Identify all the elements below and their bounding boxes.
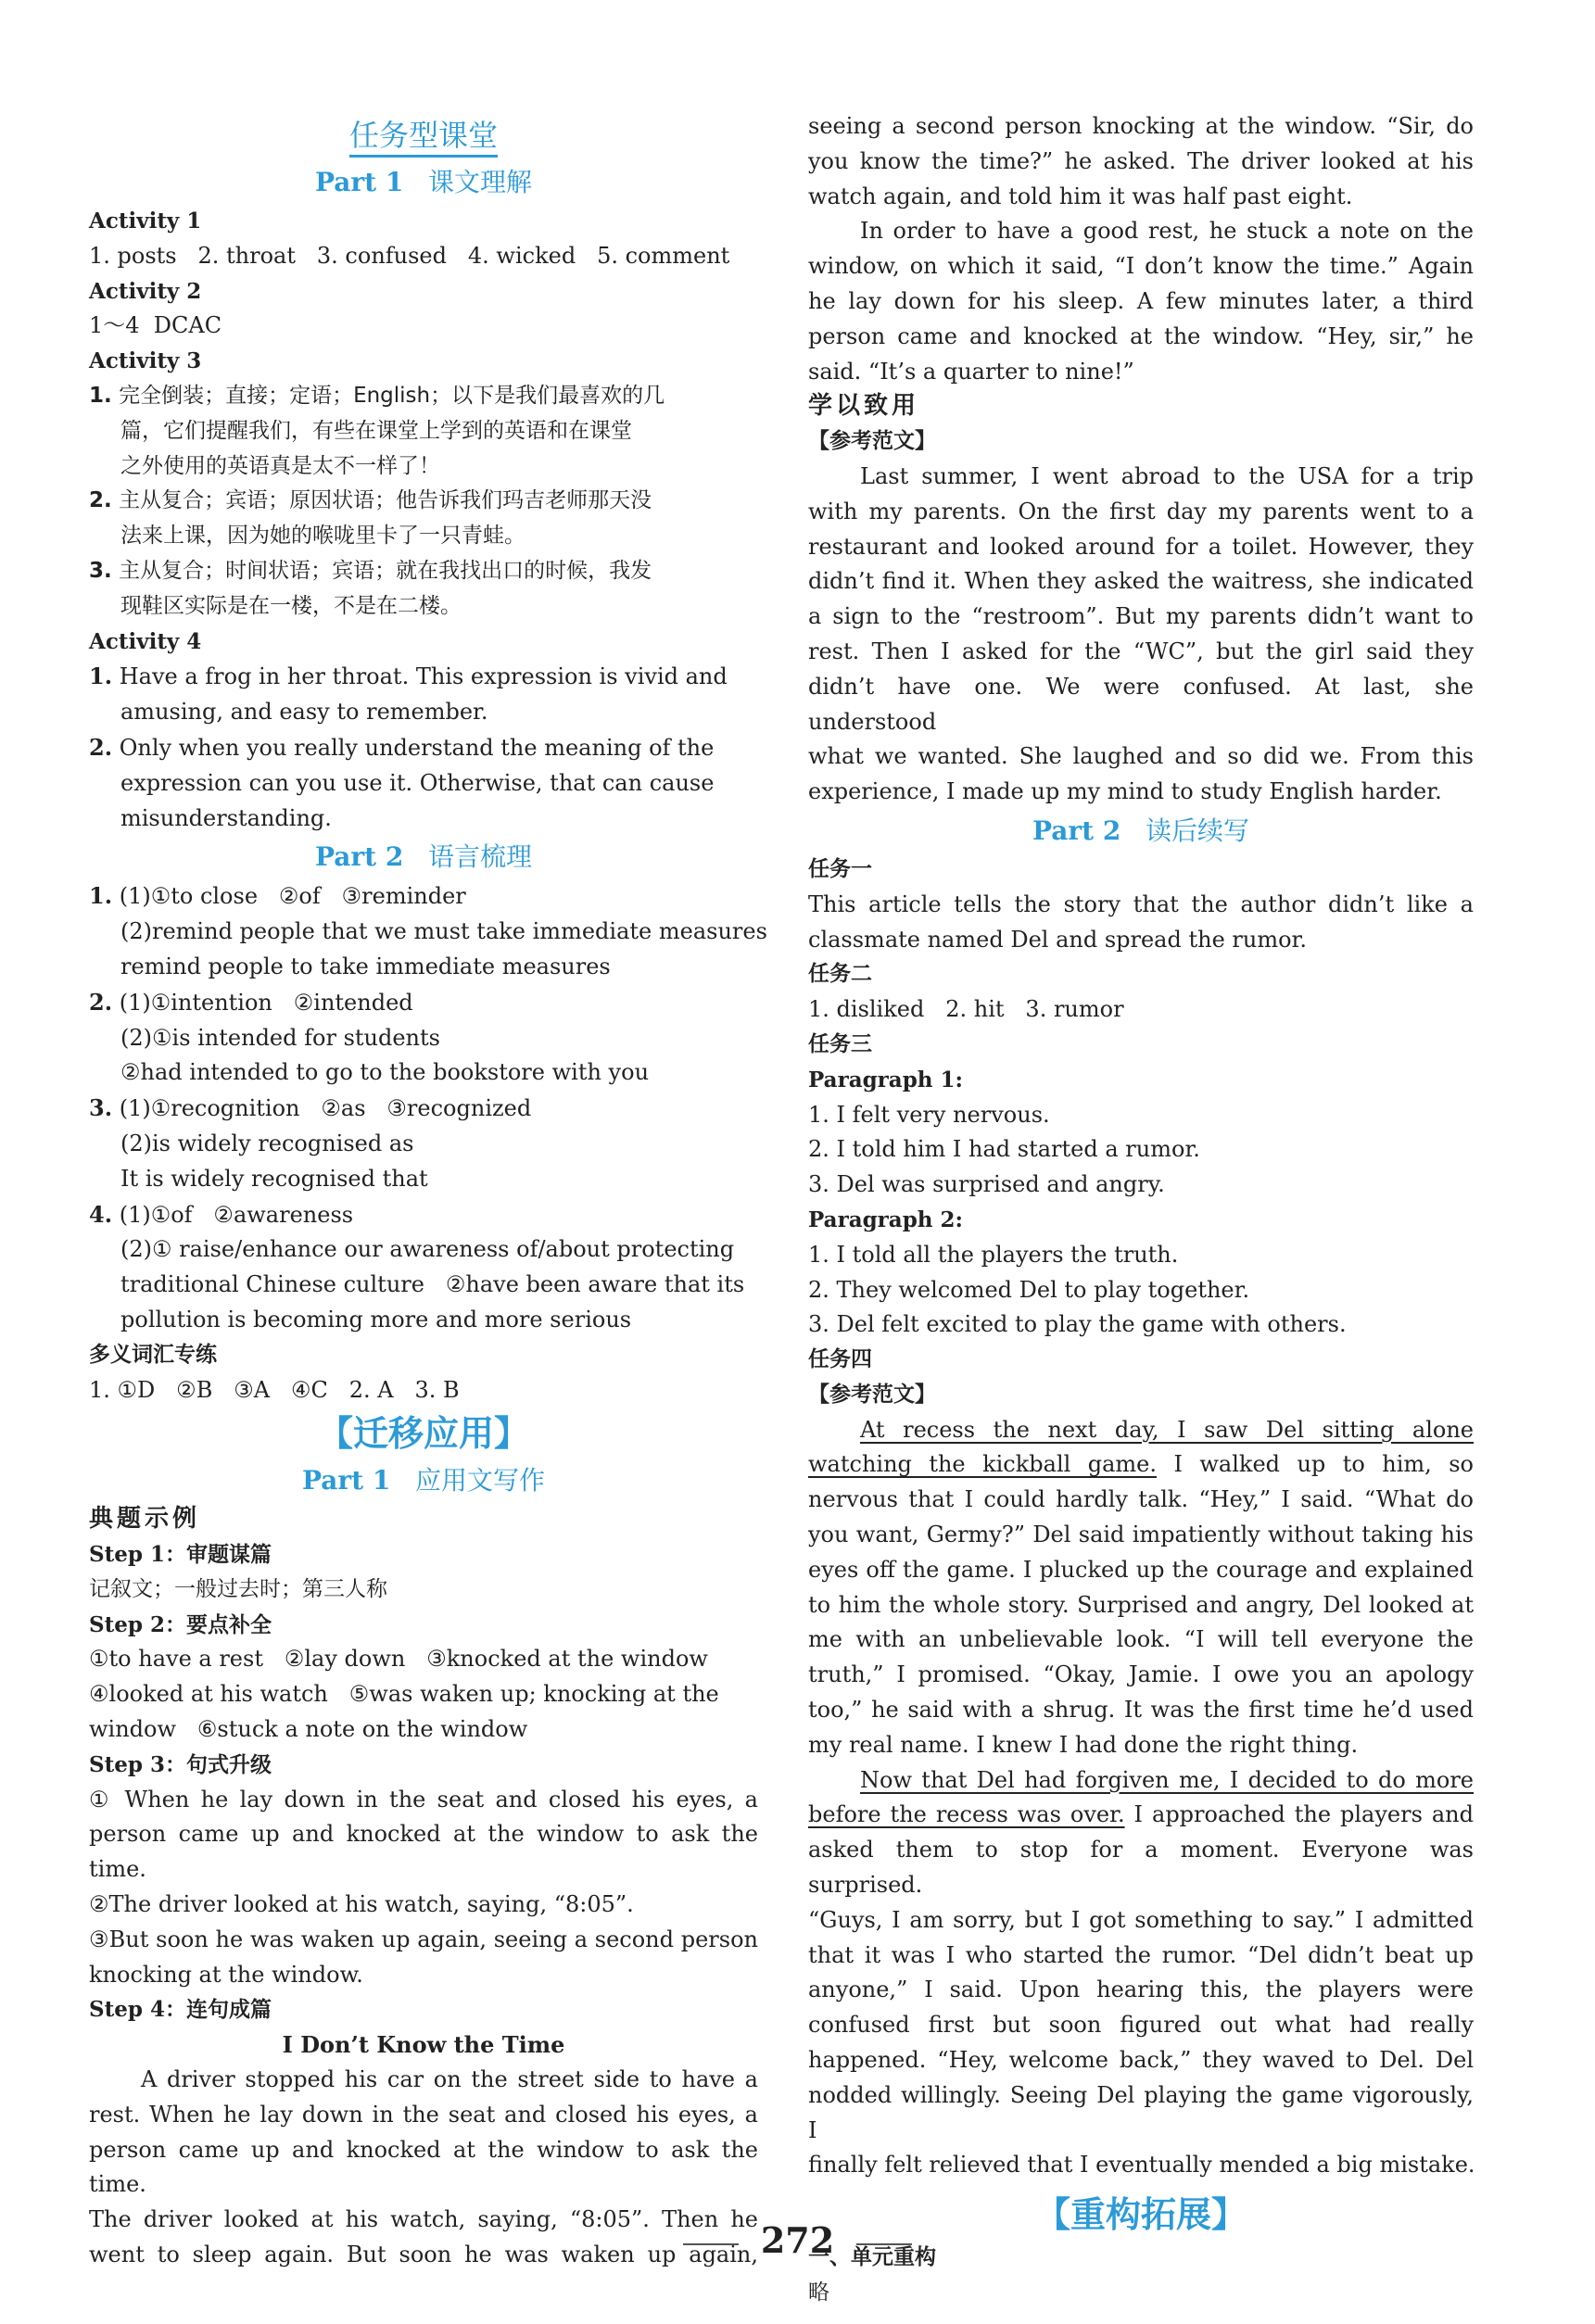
step3-text: person came up and knocked at the window to ask the time. [89, 1821, 758, 1883]
step3-text: ②The driver looked at his watch, saying, “8:05”. [89, 1891, 634, 1918]
apply-text: didn’t have one. We were confused. At last, she understood [808, 673, 1474, 735]
lang-q3-cont: It is widely recognised that [120, 1165, 428, 1192]
paragraph1-label: Paragraph 1: [808, 1067, 964, 1093]
activity2-label: Activity 2 [89, 278, 202, 304]
activity3-label: Activity 3 [89, 348, 202, 374]
part2-continuation-heading: Part 2 读后续写 [1032, 815, 1250, 846]
step2-text: ④looked at his watch ⑤was waken up; knocking at the [89, 1681, 719, 1708]
apply-text: rest. Then I asked for the “WC”, but the girl said they [808, 638, 1474, 664]
activity4-item2: 2. Only when you really understand the meaning of the [89, 733, 715, 761]
activity4-item2-cont: expression can you use it. Otherwise, that can cause [120, 769, 715, 796]
step1-text: 记叙文；一般过去时；第三人称 [89, 1576, 387, 1601]
activity4-label: Activity 4 [89, 628, 202, 654]
apply-text: Last summer, I went abroad to the USA for a trip [860, 462, 1474, 489]
task4-label: 任务四 [808, 1347, 872, 1372]
task1-text: classmate named Del and spread the rumor. [808, 926, 1308, 953]
activity3-item3-cont: 现鞋区实际是在一楼，不是在二楼。 [120, 593, 462, 618]
lang-q4: 4. (1)①of ②awareness [89, 1200, 354, 1228]
lang-q3: 3. (1)①recognition ②as ③recognized [89, 1094, 532, 1122]
apply-text: a sign to the “restroom”. But my parents didn’t want to [808, 603, 1474, 630]
paragraph2-label: Paragraph 2: [808, 1206, 964, 1232]
activity2-answers: 1～4 DCAC [89, 312, 222, 339]
continuation-text: nodded willingly. Seeing Del playing the game vigorously, I [808, 2081, 1474, 2143]
activity3-item1-cont: 之外使用的英语真是太不一样了！ [120, 453, 440, 478]
step2-text: ①to have a rest ②lay down ③knocked at the window [89, 1646, 708, 1673]
task2-answers: 1. disliked 2. hit 3. rumor [808, 996, 1124, 1023]
story-text: watch again, and told him it was half past eight. [808, 183, 1353, 209]
lang-q2-cont: ②had intended to go to the bookstore with you [120, 1059, 650, 1086]
task1-label: 任务一 [808, 856, 872, 881]
continuation-text: too,” he said with a shrug. It was the first time he’d used [808, 1697, 1474, 1724]
apply-label: 学以致用 [808, 392, 920, 421]
paragraph1-item: 3. Del was surprised and angry. [808, 1171, 1165, 1198]
transfer-part1-heading: Part 1 应用文写作 [301, 1465, 546, 1497]
story-text: said. “It’s a quarter to nine!” [808, 358, 1134, 385]
paragraph1-item: 2. I told him I had started a rumor. [808, 1136, 1200, 1163]
right-column [808, 109, 1474, 2311]
step4-label: Step 4：连句成篇 [89, 1997, 272, 2023]
continuation-text: eyes off the game. I plucked up the courage and explained [808, 1556, 1474, 1583]
unit-rebuild-label: 一、单元重构 [808, 2245, 936, 2270]
apply-text: with my parents. On the first day my parents went to a [808, 498, 1474, 524]
lang-q1-cont: (2)remind people that we must take immediate measures [120, 918, 767, 945]
activity4-item1: 1. Have a frog in her throat. This expression is vivid and [89, 663, 728, 690]
task1-text: This article tells the story that the author didn’t like a [808, 890, 1474, 917]
continuation-text: to him the whole story. Surprised and angry, Del looked at [808, 1591, 1474, 1618]
activity3-item2-cont: 法来上课，因为她的喉咙里卡了一只青蛙。 [120, 524, 525, 549]
transfer-heading: 【迁移应用】 [317, 1413, 529, 1455]
story-text: window, on which it said, “I don’t know the time.” Again [808, 253, 1474, 280]
lang-q1: 1. (1)①to close ②of ③reminder [89, 882, 466, 910]
lang-q4-cont: traditional Chinese culture ②have been aware that its [120, 1271, 745, 1298]
step3-label: Step 3：句式升级 [89, 1751, 272, 1777]
lang-q1-cont: remind people to take immediate measures [120, 953, 611, 979]
essay-text: person came up and knocked at the window to ask the time. [89, 2136, 758, 2198]
step2-label: Step 2：要点补全 [89, 1611, 272, 1637]
step3-text: ③But soon he was waken up again, seeing a second person [89, 1926, 758, 1952]
task4-ref-label: 【参考范文】 [808, 1382, 936, 1407]
section-heading-task-classroom: 任务型课堂 [89, 109, 758, 161]
lang-q3-cont: (2)is widely recognised as [120, 1130, 414, 1156]
step3-text: knocking at the window. [89, 1961, 363, 1988]
continuation-text: you want, Germy?” Del said impatiently without taking his [808, 1522, 1474, 1548]
story-text: you know the time?” he asked. The driver looked at his [808, 147, 1474, 174]
activity1-answers: 1. posts 2. throat 3. confused 4. wicked 5. comment [89, 242, 730, 269]
step1-label: Step 1：审题谋篇 [89, 1542, 272, 1568]
rebuild-heading: 【重构拓展】 [1034, 2194, 1247, 2236]
left-column [89, 109, 767, 2273]
essay-text: went to sleep again. But soon he was waken up again, [89, 2242, 758, 2268]
vocab-answers: 1. ①D ②B ③A ④C 2. A 3. B [89, 1376, 460, 1403]
continuation-text: Now that Del had forgiven me, I decided to do more [860, 1766, 1474, 1793]
continuation-text: asked them to stop for a moment. Everyone was surprised. [808, 1837, 1474, 1899]
essay-text: The driver looked at his watch, saying, “8:05”. Then he [89, 2206, 758, 2233]
continuation-text: me with an unbelievable look. “I will tell everyone the [808, 1626, 1474, 1653]
story-text: person came and knocked at the window. “Hey, sir,” he [808, 322, 1474, 349]
story-text: he lay down for his sleep. A few minutes later, a third [808, 287, 1474, 314]
page-number-dash-right [856, 2243, 912, 2245]
continuation-text: before the recess was over. I approached the players and [808, 1801, 1474, 1828]
essay-text: A driver stopped his car on the street side to have a [141, 2066, 758, 2093]
vocab-label: 多义词汇专练 [89, 1342, 217, 1367]
apply-text: didn’t find it. When they asked the waitress, she indicated [808, 568, 1474, 595]
activity3-item1-cont: 篇，它们提醒我们，有些在课堂上学到的英语和在课堂 [120, 418, 632, 443]
continuation-text: happened. “Hey, welcome back,” they waved to Del. Del [808, 2047, 1474, 2074]
story-text: seeing a second person knocking at the window. “Sir, do [808, 113, 1474, 139]
step2-text: window ⑥stuck a note on the window [89, 1716, 528, 1743]
essay-text: rest. When he lay down in the seat and closed his eyes, a [89, 2101, 758, 2128]
continuation-text: nervous that I could hardly talk. “Hey,” I said. “What do [808, 1486, 1474, 1513]
apply-text: what we wanted. She laughed and so did we. From this [808, 743, 1474, 770]
continuation-text: “Guys, I am sorry, but I got something to say.” I admitted [808, 1906, 1474, 1933]
continuation-text: finally felt relieved that I eventually mended a big mistake. [808, 2152, 1475, 2179]
apply-text: experience, I made up my mind to study English harder. [808, 778, 1442, 805]
activity4-item1-cont: amusing, and easy to remember. [120, 699, 488, 726]
continuation-text: At recess the next day, I saw Del sitting alone [860, 1416, 1474, 1443]
apply-text: restaurant and looked around for a toilet. However, they [808, 533, 1474, 560]
paragraph1-item: 1. I felt very nervous. [808, 1101, 1050, 1128]
story-text: In order to have a good rest, he stuck a note on the [860, 218, 1474, 245]
apply-ref-label: 【参考范文】 [808, 429, 936, 454]
lang-q4-cont: (2)① raise/enhance our awareness of/about protecting [120, 1236, 735, 1263]
paragraph2-item: 2. They welcomed Del to play together. [808, 1276, 1250, 1303]
activity4-item2-cont: misunderstanding. [120, 804, 332, 831]
part2-heading: Part 2 语言梳理 [314, 841, 533, 873]
continuation-text: confused first but soon figured out what had really [808, 2012, 1474, 2039]
part1-heading: Part 1 课文理解 [314, 167, 533, 197]
continuation-text: truth,” I promised. “Okay, Jamie. I owe you an apology [808, 1661, 1474, 1688]
paragraph2-item: 1. I told all the players the truth. [808, 1241, 1179, 1268]
essay-title: I Don’t Know the Time [282, 2031, 565, 2059]
activity3-item2: 2. 主从复合；宾语；原因状语；他告诉我们玛吉老师那天没 [89, 488, 652, 513]
page-number: 272 [0, 2219, 1595, 2261]
activity1-label: Activity 1 [89, 208, 202, 234]
lang-q2: 2. (1)①intention ②intended [89, 988, 413, 1016]
lang-q4-cont: pollution is becoming more and more serious [120, 1306, 632, 1333]
example-label: 典题示例 [89, 1505, 201, 1534]
activity3-item3: 3. 主从复合；时间状语；宾语；就在我找出口的时候，我发 [89, 558, 652, 583]
unit-rebuild-note: 略 [808, 2280, 829, 2305]
continuation-text: watching the kickball game. I walked up to him, so [808, 1451, 1474, 1478]
task2-label: 任务二 [808, 962, 872, 987]
continuation-text: that it was I who started the rumor. “Del didn’t beat up [808, 1941, 1474, 1968]
continuation-text: my real name. I knew I had done the right thing. [808, 1731, 1359, 1758]
activity3-item1: 1. 完全倒装；直接；定语；English；以下是我们最喜欢的几 [89, 383, 665, 408]
task3-label: 任务三 [808, 1031, 872, 1056]
lang-q2-cont: (2)①is intended for students [120, 1024, 440, 1051]
continuation-text: anyone,” I said. Upon hearing this, the players were [808, 1977, 1474, 2003]
page-number-dash-left [683, 2243, 739, 2245]
paragraph2-item: 3. Del felt excited to play the game with others. [808, 1311, 1347, 1338]
step3-text: ① When he lay down in the seat and closed his eyes, a [89, 1786, 758, 1812]
